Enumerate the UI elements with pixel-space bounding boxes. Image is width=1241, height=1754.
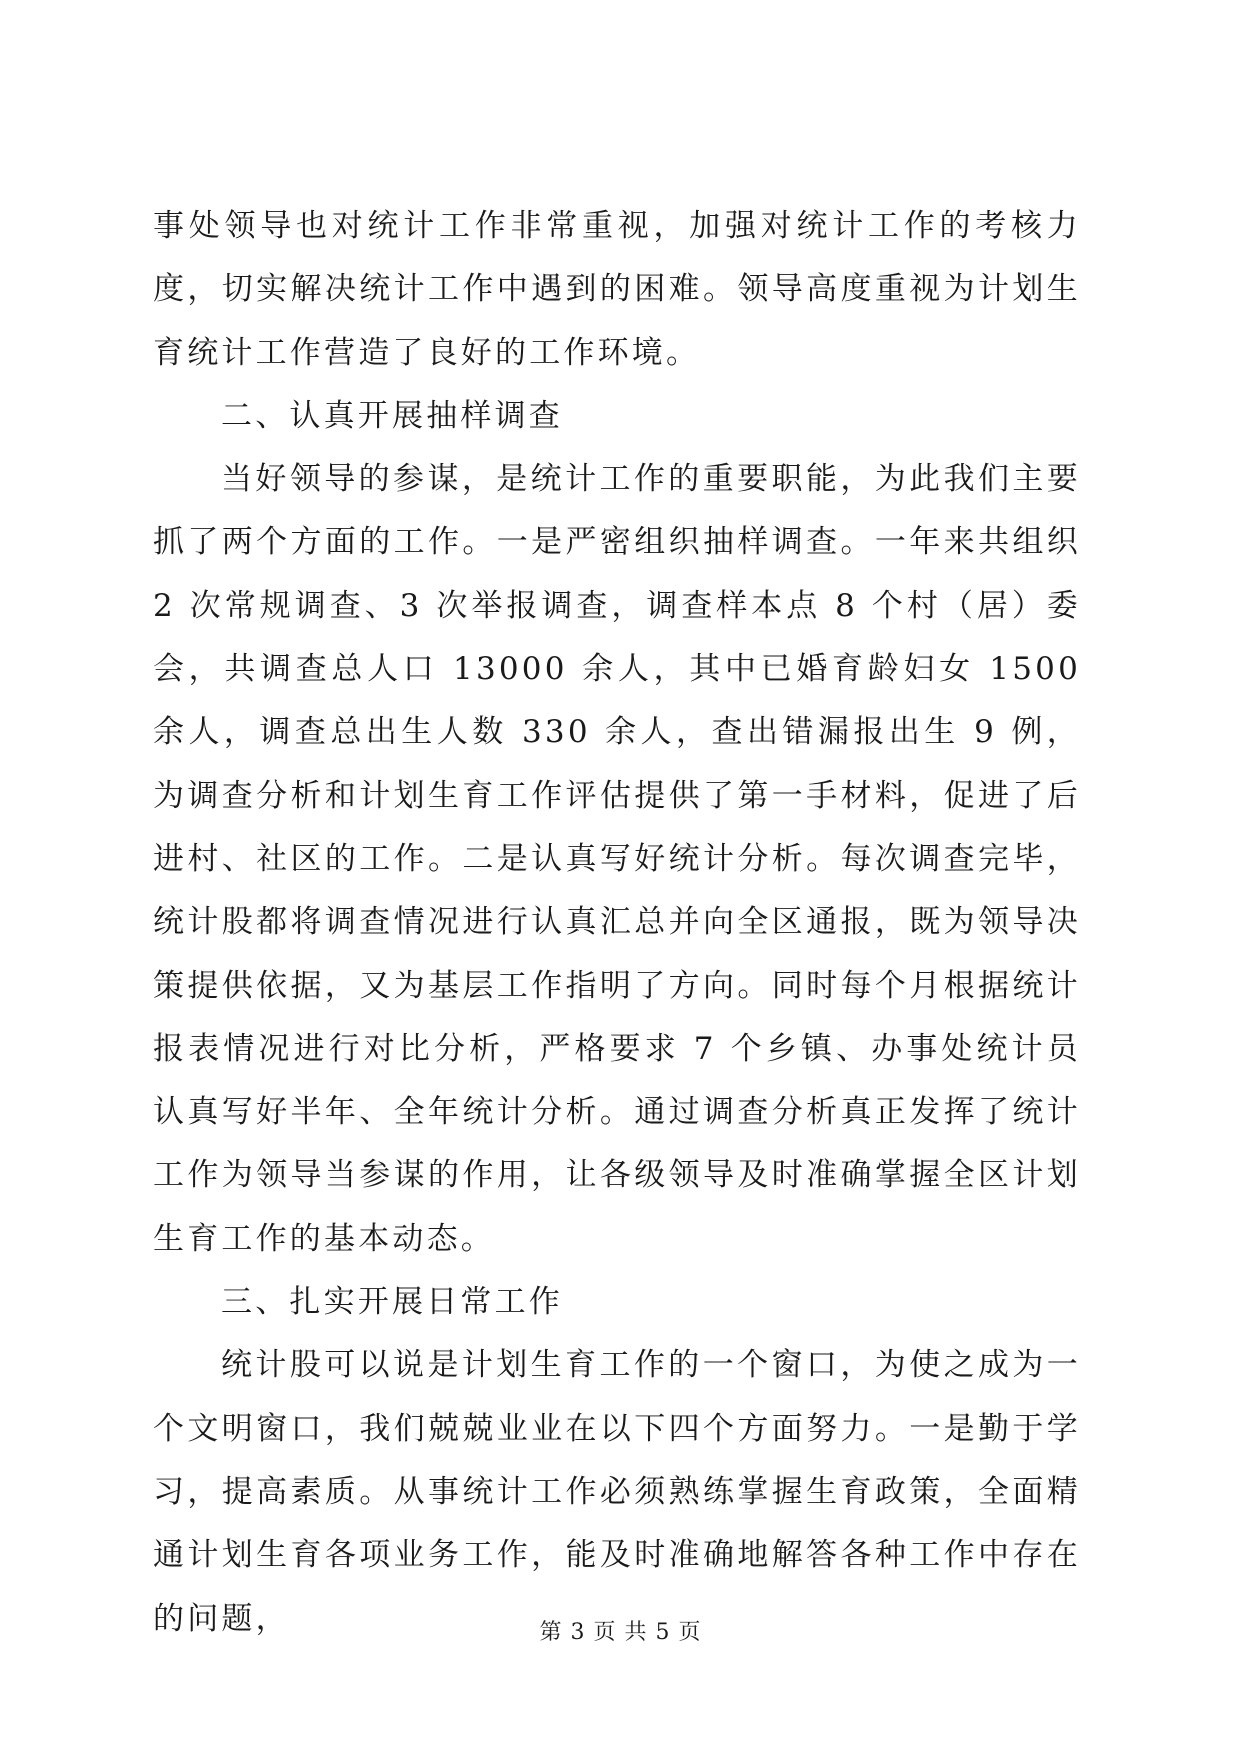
document-body [153, 195, 1081, 1651]
paragraph-1: 事处领导也对统计工作非常重视，加强对统计工作的考核力度，切实解决统计工作中遇到的困难。领导高度重视为计划生育统计工作营造了良好的工作环境。 [153, 208, 1081, 371]
page-footer: 第 3 页 共 5 页 [539, 1620, 702, 1645]
paragraph-2: 当好领导的参谋，是统计工作的重要职能，为此我们主要抓了两个方面的工作。一是严密组织抽样调查。一年来共组织 2 次常规调查、3 次举报调查，调查样本点 8 个村（居）委会，共调查总人口 13000 余人，其中已婚育龄妇女 1500 余人，调查总出生人数 330 余人，查出错漏报出生 9 例，为调查分析和计划生育工作评估提供了第一手材料，促进了后进村、社区的工作。二是认真写好统计分析。每次调查完毕，统计股都将调查情况进行认真汇总并向全区通报，既为领导决策提供依据，又为基层工作指明了方向。同时每个月根据统计报表情况进行对比分析，严格要求 7 个乡镇、办事处统计员认真写好半年、全年统计分析。通过调查分析真正发挥了统计工作为领导当参谋的作用，让各级领导及时准确掌握全区计划生育工作的基本动态。 [153, 461, 1081, 1257]
section-heading-3: 三、扎实开展日常工作 [221, 1284, 563, 1321]
paragraph-3: 统计股可以说是计划生育工作的一个窗口，为使之成为一个文明窗口，我们兢兢业业在以下四个方面努力。一是勤于学习，提高素质。从事统计工作必须熟练掌握生育政策，全面精通计划生育各项业务工作，能及时准确地解答各种工作中存在的问题， [153, 1347, 1081, 1637]
section-heading-2: 二、认真开展抽样调查 [221, 397, 563, 434]
